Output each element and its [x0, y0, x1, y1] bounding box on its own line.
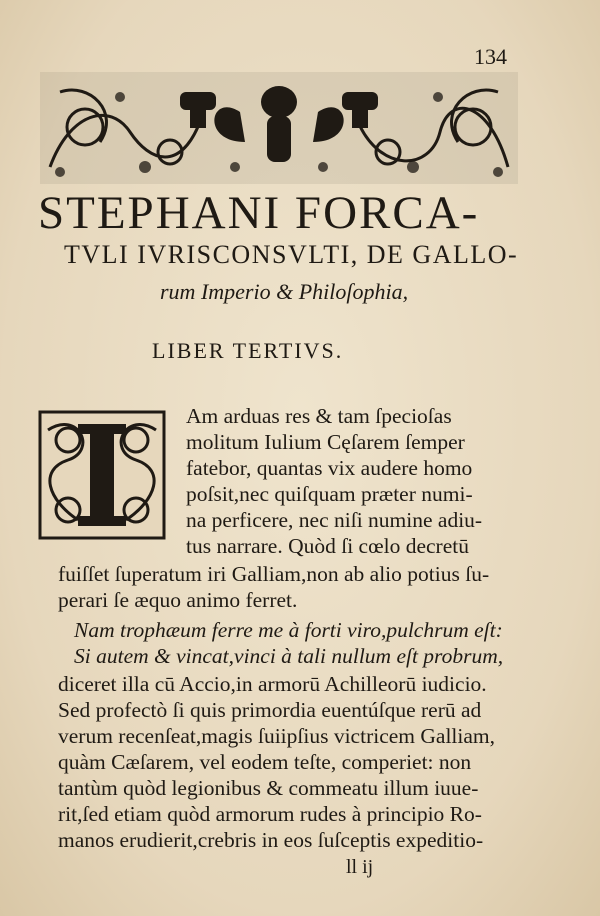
decorated-initial-I-ornament	[38, 410, 166, 540]
body-line: na perficere, nec niſi numine adiu-	[186, 508, 483, 532]
book-heading: LIBER TERTIVS.	[152, 338, 344, 363]
verse-line: Nam trophæum ferre me à forti viro,pulchrum eſt:	[74, 618, 503, 642]
body-line: verum recenſeat,magis ſuiipſius victricem Galliam,	[58, 724, 496, 748]
body-line: quàm Cæſarem, vel eodem teſte, comperiet: non	[58, 750, 472, 774]
verse-line: Si autem & vincat,vinci à tali nullum eſt probrum,	[74, 644, 504, 668]
body-line: tantùm quòd legionibus & commeatu illum iuue-	[58, 776, 479, 800]
body-line: molitum Iulium Cęſarem ſemper	[186, 430, 465, 454]
body-line: rit,ſed etiam quòd armorum rudes à principio Ro-	[58, 802, 482, 826]
body-line: diceret illa cū Accio,in armorū Achilleorū iudicio.	[58, 672, 487, 696]
title-line-1: STEPHANI FORCA-	[38, 187, 480, 239]
title-line-3: rum Imperio & Philoſophia,	[160, 279, 409, 304]
signature-mark: ll ij	[346, 856, 374, 878]
body-line: Sed profectò ſi quis primordia euentúſque rerū ad	[58, 698, 482, 722]
body-line: fatebor, quantas vix audere homo	[186, 456, 473, 480]
body-line: fuiſſet ſuperatum iri Galliam,non ab alio potius ſu-	[58, 562, 490, 586]
body-line: poſsit,nec quiſquam præter numi-	[186, 482, 473, 506]
title-line-2: TVLI IVRISCONSVLTI, DE GALLO-	[64, 240, 519, 269]
body-line: Am arduas res & tam ſpecioſas	[186, 404, 452, 428]
decorative-headpiece-ornament	[40, 72, 518, 184]
body-line: manos erudierit,crebris in eos ſuſceptis expeditio-	[58, 828, 484, 852]
body-line: perari ſe æquo animo ferret.	[58, 588, 298, 612]
page-number: 134	[474, 44, 507, 69]
body-line: tus narrare. Quòd ſi cœlo decretū	[186, 534, 469, 558]
